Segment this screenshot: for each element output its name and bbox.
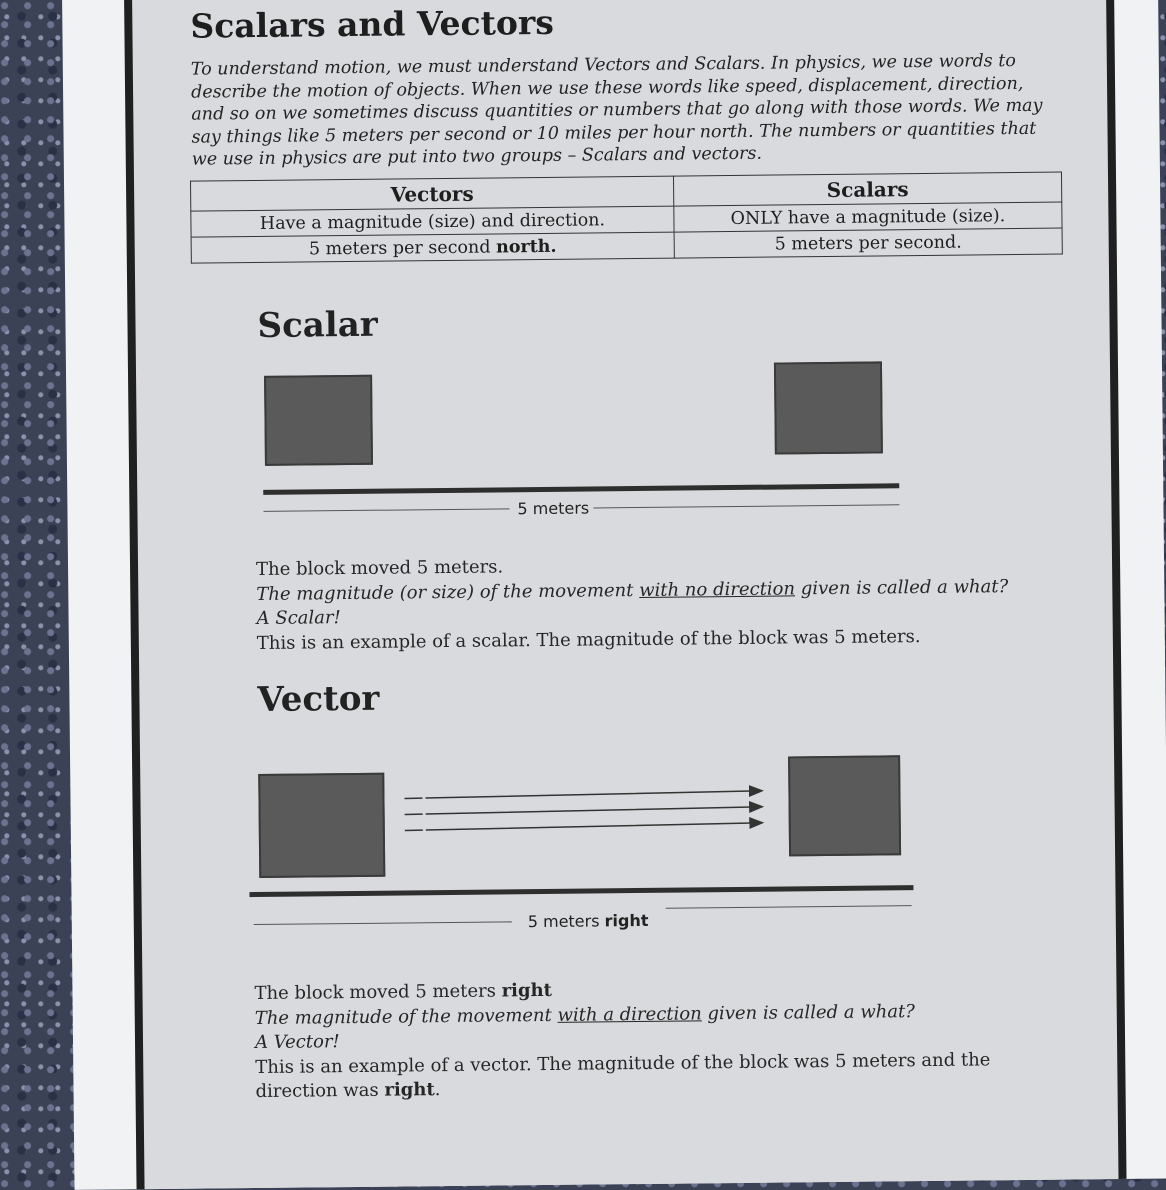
motion-arrow [405,807,763,815]
scalar-explanation [256,550,1057,656]
vector-measure-label [528,911,649,931]
cell-text: 5 meters per second [308,236,497,259]
paper-sheet [62,0,1166,1190]
bold-text: right [501,979,553,1002]
motion-arrow [404,791,762,799]
vector-heading: Vector [257,678,380,720]
table-cell [191,232,674,263]
text: The magnitude of the movement [254,1004,558,1029]
vector-line-3: A Vector! [254,1031,340,1054]
scalar-block-start [264,375,373,466]
scalar-heading: Scalar [257,304,378,346]
scalar-line-3: A Scalar! [256,607,341,629]
vector-line-4 [255,1047,1065,1104]
measure-bold-text: right [604,910,649,931]
scalar-line-1: The block moved 5 meters. [255,556,504,580]
table-cell: ONLY have a magnitude (size). [674,202,1062,232]
text: The block moved 5 meters [254,980,502,1005]
intro-paragraph: To understand motion, we must understand Vectors and Scalars. In physics, we use words to describe the motion of objects. When we use these words like speed, displacement, direction, and so on we sometimes discuss quantities or numbers that go along with those words. We may say things like 5 meters per second or 10 miles per hour north. The numbers or quantities that we use in physics are put into two groups – Scalars and vectors. [190,51,1043,170]
text: The magnitude (or size) of the movement [256,579,640,605]
text: This is an example of a vector. The magnitude of the block was 5 meters and the direction was [255,1048,991,1103]
text: given is called a what? [794,575,1009,599]
scalar-measure-label: 5 meters [517,498,590,519]
vector-explanation [254,974,1065,1105]
underlined-text: with a direction [557,1002,702,1026]
table-header-vectors: Vectors [191,176,674,211]
measure-text: 5 meters [527,911,605,932]
comparison-table [190,172,1063,264]
bold-text: right [384,1079,435,1101]
scalar-block-end [774,361,883,454]
table-cell: Have a magnitude (size) and direction. [191,206,674,237]
table-cell: 5 meters per second. [674,228,1062,258]
motion-arrows [400,783,771,841]
cell-bold-text: north. [495,236,557,257]
scalar-line-4: This is an example of a scalar. The magnitude of the block was 5 meters. [256,625,921,654]
vector-block-start [258,773,385,878]
page-title: Scalars and Vectors [190,2,555,46]
table-header-scalars: Scalars [674,172,1062,206]
text: given is called a what? [701,1000,916,1024]
underlined-text: with no direction [639,577,796,601]
motion-arrow [405,823,763,831]
text: . [434,1079,441,1101]
vector-block-end [788,755,901,856]
